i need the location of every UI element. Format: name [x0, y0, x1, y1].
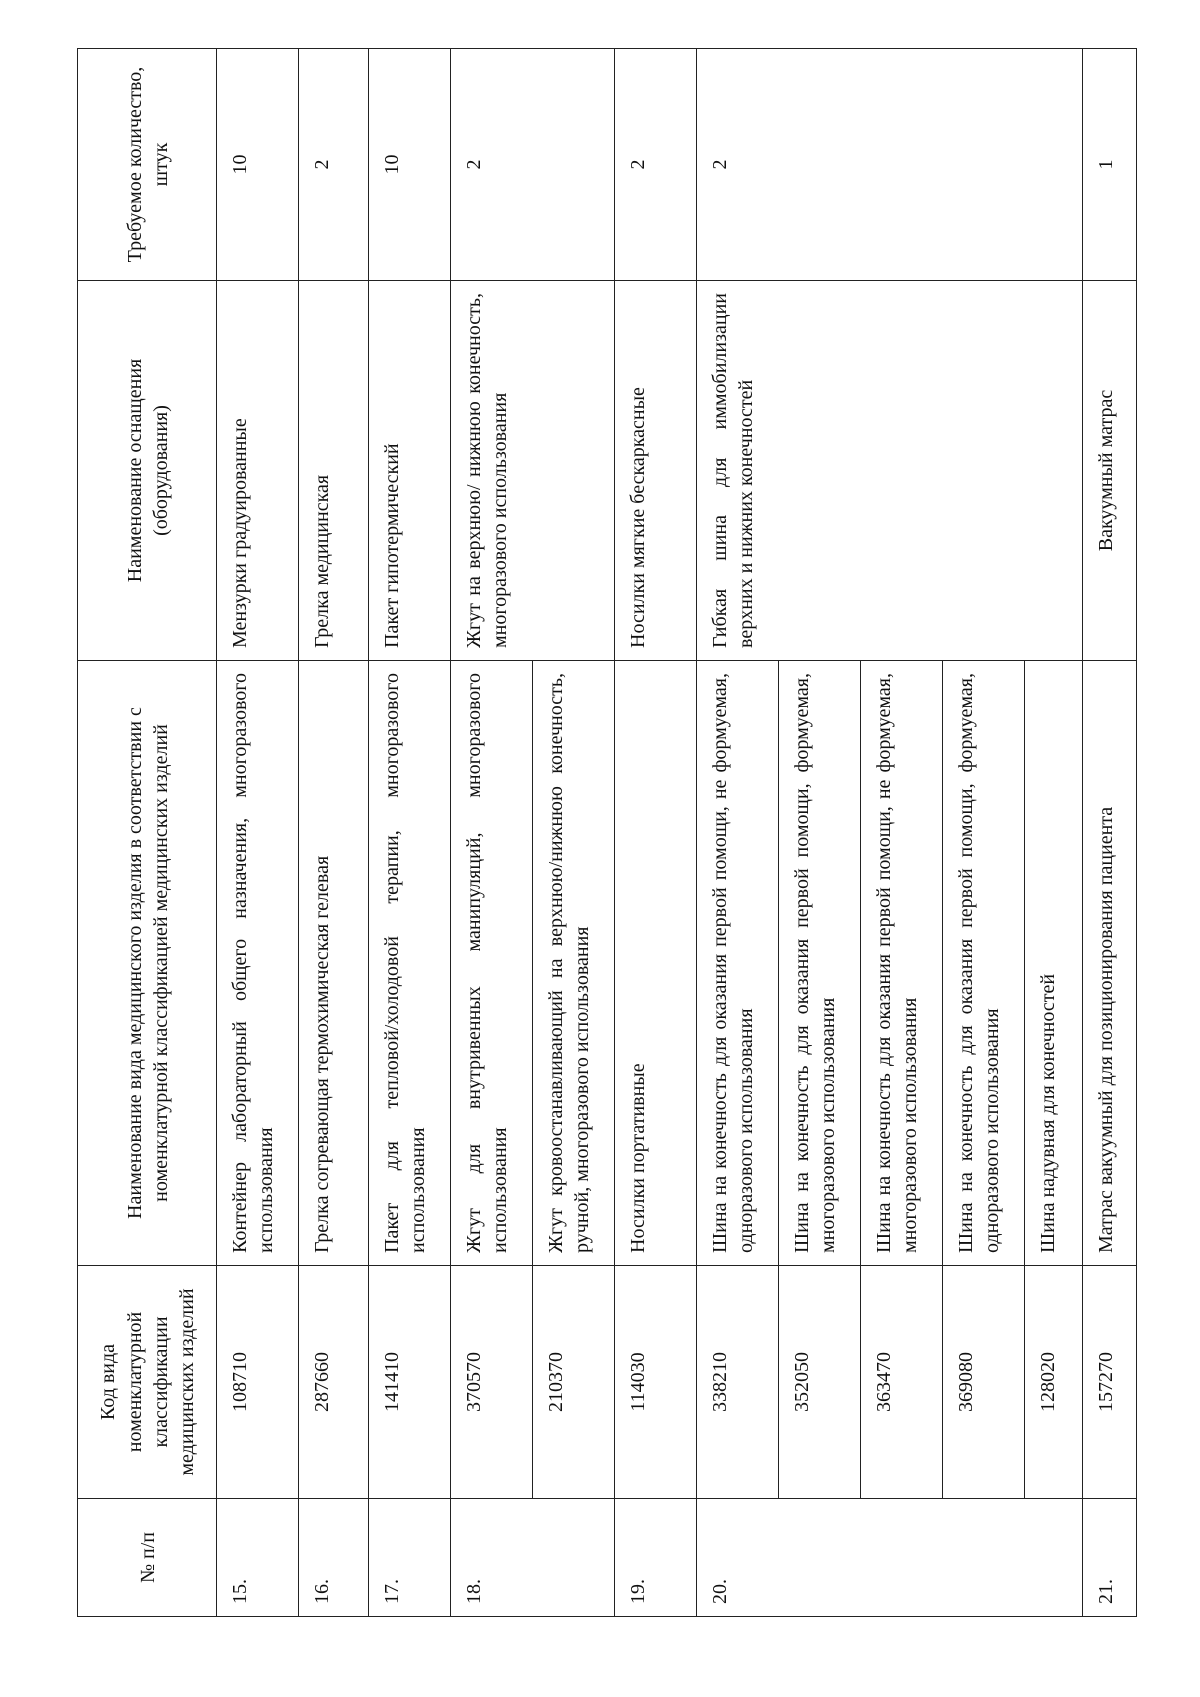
table-row	[697, 49, 779, 1617]
row-number: 17.	[369, 1499, 451, 1617]
equipment-name: Жгут на верхнюю/ нижнюю конечность, многоразового использования	[451, 281, 615, 661]
item-name: Матрас вакуумный для позиционирования пациента	[1083, 661, 1137, 1266]
item-name: Шина надувная для конечностей	[1025, 661, 1083, 1266]
item-code: 287660	[299, 1266, 369, 1499]
item-code: 363470	[861, 1266, 943, 1499]
item-code: 369080	[943, 1266, 1025, 1499]
document-page	[77, 49, 1117, 1617]
item-code: 108710	[217, 1266, 299, 1499]
required-quantity: 2	[299, 49, 369, 281]
required-quantity: 10	[217, 49, 299, 281]
item-name: Жгут кровоостанавливающий на верхнюю/нижнюю конечность, ручной, многоразового использования	[533, 661, 615, 1266]
equipment-name: Гибкая шина для иммобилизации верхних и нижних конечностей	[697, 281, 1083, 661]
table-row	[615, 49, 697, 1617]
row-number: 20.	[697, 1499, 1083, 1617]
equipment-name: Грелка медицинская	[299, 281, 369, 661]
header-code: Код вида номенклатурной классификации медицинских изделий	[78, 1266, 217, 1499]
row-number: 21.	[1083, 1499, 1137, 1617]
table-row	[451, 49, 533, 1617]
header-equipment: Наименование оснащения (оборудования)	[78, 281, 217, 661]
required-quantity: 10	[369, 49, 451, 281]
row-number: 19.	[615, 1499, 697, 1617]
table-row	[299, 49, 369, 1617]
item-code: 114030	[615, 1266, 697, 1499]
item-code: 370570	[451, 1266, 533, 1499]
item-name: Пакет для тепловой/холодовой терапии, многоразового использования	[369, 661, 451, 1266]
item-code: 338210	[697, 1266, 779, 1499]
equipment-name: Вакуумный матрас	[1083, 281, 1137, 661]
equipment-table	[77, 48, 1137, 1617]
item-code: 210370	[533, 1266, 615, 1499]
header-name: Наименование вида медицинского изделия в соответствии с номенклатурной классификацией медицинских изделий	[78, 661, 217, 1266]
item-code: 157270	[1083, 1266, 1137, 1499]
item-name: Шина на конечность для оказания первой помощи, формуемая, одноразового использования	[943, 661, 1025, 1266]
row-number: 16.	[299, 1499, 369, 1617]
table-row	[1083, 49, 1137, 1617]
table-row	[217, 49, 299, 1617]
item-name: Шина на конечность для оказания первой помощи, формуемая, многоразового использования	[779, 661, 861, 1266]
header-qty: Требуемое количество, штук	[78, 49, 217, 281]
row-number: 18.	[451, 1499, 615, 1617]
item-name: Носилки портативные	[615, 661, 697, 1266]
row-number: 15.	[217, 1499, 299, 1617]
item-name: Грелка согревающая термохимическая гелевая	[299, 661, 369, 1266]
item-code: 352050	[779, 1266, 861, 1499]
equipment-name: Пакет гипотермический	[369, 281, 451, 661]
item-name: Жгут для внутривенных манипуляций, многоразового использования	[451, 661, 533, 1266]
required-quantity: 1	[1083, 49, 1137, 281]
equipment-name: Носилки мягкие бескаркасные	[615, 281, 697, 661]
item-name: Шина на конечность для оказания первой помощи, не формуемая, одноразового использования	[697, 661, 779, 1266]
required-quantity: 2	[451, 49, 615, 281]
table-row	[369, 49, 451, 1617]
item-code: 141410	[369, 1266, 451, 1499]
table-header-row	[78, 49, 217, 1617]
table-body	[217, 49, 1137, 1617]
item-name: Контейнер лабораторный общего назначения, многоразового использования	[217, 661, 299, 1266]
header-num: № п/п	[78, 1499, 217, 1617]
required-quantity: 2	[697, 49, 1083, 281]
item-name: Шина на конечность для оказания первой помощи, не формуемая, многоразового использования	[861, 661, 943, 1266]
item-code: 128020	[1025, 1266, 1083, 1499]
equipment-name: Мензурки градуированные	[217, 281, 299, 661]
required-quantity: 2	[615, 49, 697, 281]
